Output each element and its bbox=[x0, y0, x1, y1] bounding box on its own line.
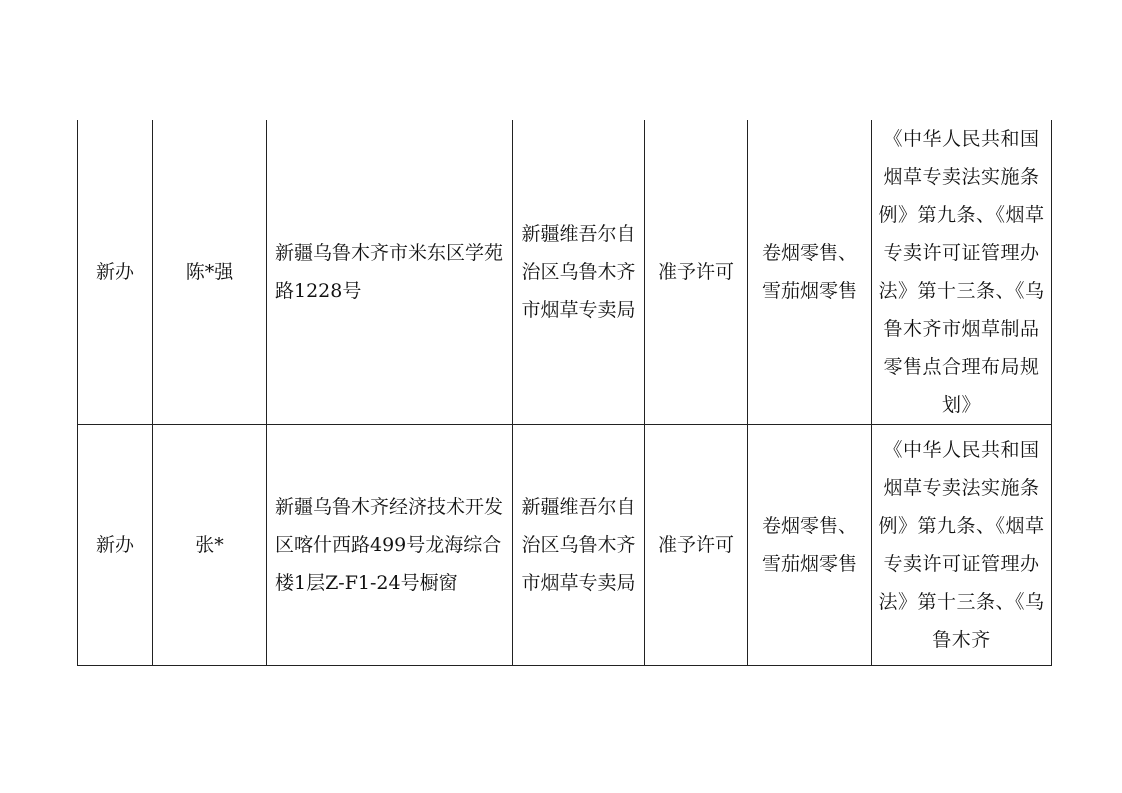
address-cell bbox=[267, 425, 513, 666]
table-row bbox=[78, 120, 1052, 425]
address-text: 新疆乌鲁木齐市米东区学苑路1228号 bbox=[275, 242, 504, 302]
scope-cell bbox=[748, 120, 872, 425]
authority-cell bbox=[513, 425, 645, 666]
authority-text: 新疆维吾尔自治区乌鲁木齐市烟草专卖局 bbox=[521, 496, 636, 594]
type-cell bbox=[78, 120, 153, 425]
address-text: 新疆乌鲁木齐经济技术开发区喀什西路499号龙海综合楼1层Z-F1-24号橱窗 bbox=[275, 496, 504, 594]
decision-cell bbox=[645, 425, 748, 666]
decision-text: 准予许可 bbox=[657, 534, 734, 556]
basis-text: 《中华人民共和国烟草专卖法实施条例》第九条、《烟草专卖许可证管理办法》第十三条、《乌鲁木齐 bbox=[878, 439, 1045, 651]
decision-text: 准予许可 bbox=[657, 261, 734, 283]
type-text: 新办 bbox=[95, 261, 134, 283]
name-text: 陈*强 bbox=[185, 261, 234, 283]
basis-cell bbox=[872, 425, 1052, 666]
scope-cell bbox=[748, 425, 872, 666]
name-cell bbox=[153, 120, 267, 425]
name-cell bbox=[153, 425, 267, 666]
name-text: 张* bbox=[195, 534, 224, 556]
address-cell bbox=[267, 120, 513, 425]
table-row bbox=[78, 425, 1052, 666]
authority-text: 新疆维吾尔自治区乌鲁木齐市烟草专卖局 bbox=[521, 223, 636, 321]
basis-cell bbox=[872, 120, 1052, 425]
authority-cell bbox=[513, 120, 645, 425]
type-text: 新办 bbox=[95, 534, 134, 556]
basis-text: 《中华人民共和国烟草专卖法实施条例》第九条、《烟草专卖许可证管理办法》第十三条、《乌鲁木齐市烟草制品零售点合理布局规划》 bbox=[878, 128, 1045, 416]
type-cell bbox=[78, 425, 153, 666]
decision-cell bbox=[645, 120, 748, 425]
license-table bbox=[77, 120, 1052, 666]
scope-text: 卷烟零售、雪茄烟零售 bbox=[761, 515, 857, 575]
scope-text: 卷烟零售、雪茄烟零售 bbox=[761, 242, 857, 302]
license-table-container bbox=[77, 120, 1051, 666]
